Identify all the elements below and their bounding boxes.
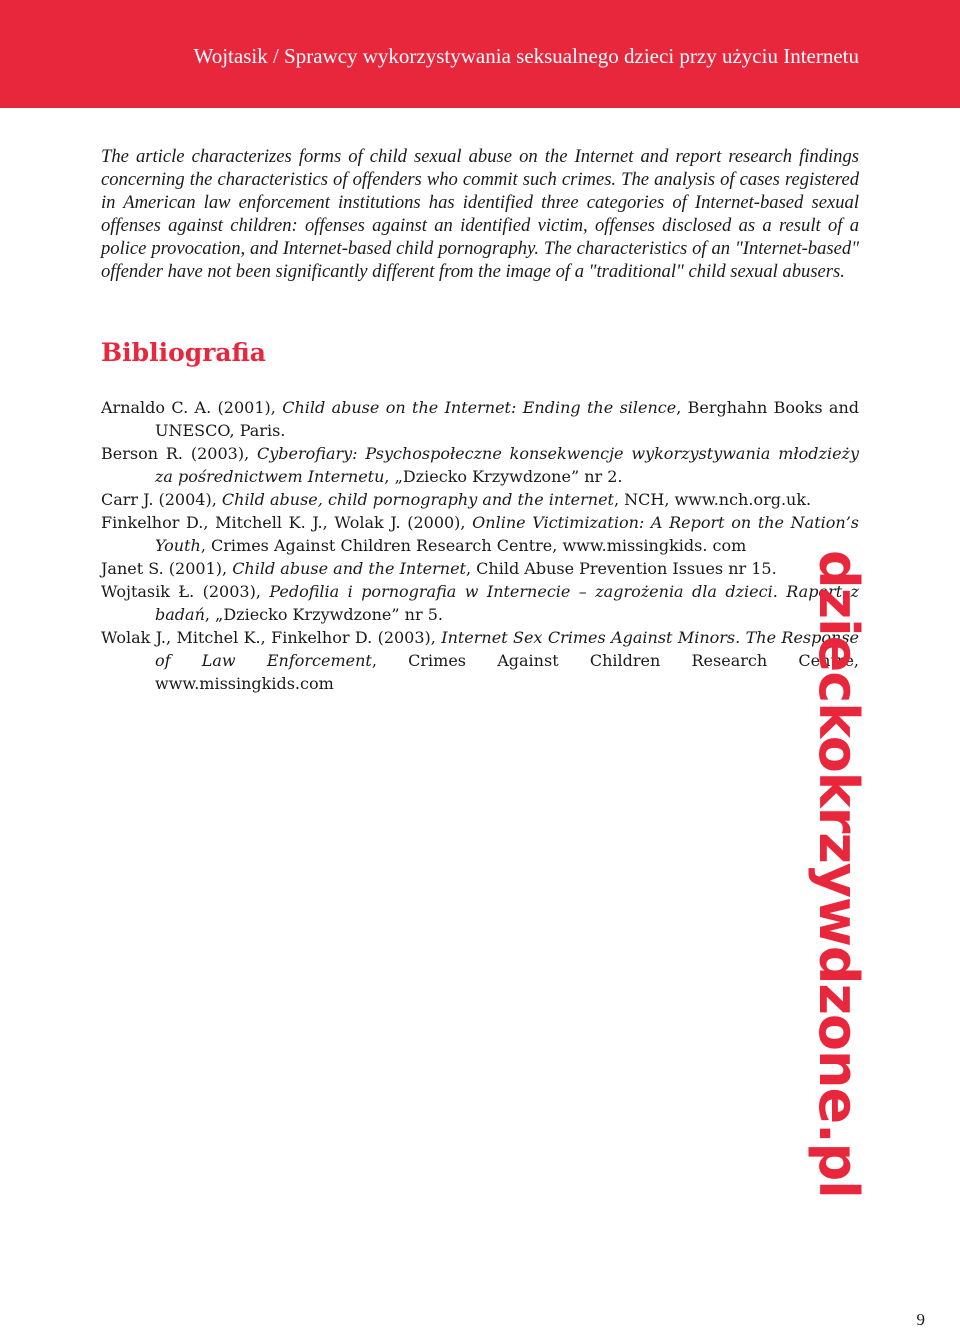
bibliography-entry: Berson R. (2003), Cyberofiary: Psychospołeczne konsekwencje wykorzystywania młodzieży za pośrednictwem Internetu, „Dziecko Krzywdzone” nr 2. bbox=[101, 444, 859, 486]
bibliography-heading: Bibliografia bbox=[101, 338, 267, 367]
page-number: 9 bbox=[916, 1310, 925, 1329]
abstract-paragraph: The article characterizes forms of child sexual abuse on the Internet and report research findings concerning the characteristics of offenders who commit such crimes. The analysis of cases registered in American law enforcement institutions has identified three categories of Internet-based sexual offenses against children: offenses against an identified victim, offenses disclosed as a result of a police provocation, and Internet-based child pornography. The characteristics of an "Internet-based" offender have not been significantly different from the image of a "traditional" child sexual abusers. bbox=[101, 146, 859, 282]
bibliography-entry: Wojtasik Ł. (2003), Pedofilia i pornografia w Internecie – zagrożenia dla dzieci. Raport z badań, „Dziecko Krzywdzone” nr 5. bbox=[101, 582, 860, 624]
watermark: dzieckokrzywdzone.pl bbox=[807, 550, 870, 1198]
header-band bbox=[0, 0, 960, 108]
bibliography-entry: Wolak J., Mitchel K., Finkelhor D. (2003), Internet Sex Crimes Against Minors. The Response of Law Enforcement, Crimes Against Children Research Centre, www.missingkids.com bbox=[101, 628, 860, 693]
running-title: Wojtasik / Sprawcy wykorzystywania seksualnego dzieci przy użyciu Internetu bbox=[193, 44, 859, 68]
bibliography-entry: Carr J. (2004), Child abuse, child pornography and the internet, NCH, www.nch.org.uk. bbox=[101, 490, 812, 509]
bibliography-entry: Janet S. (2001), Child abuse and the Internet, Child Abuse Prevention Issues nr 15. bbox=[101, 559, 777, 578]
bibliography-entry: Arnaldo C. A. (2001), Child abuse on the Internet: Ending the silence, Berghahn Books and UNESCO, Paris. bbox=[101, 398, 859, 440]
bibliography-list bbox=[101, 396, 859, 695]
bibliography-entry: Finkelhor D., Mitchell K. J., Wolak J. (2000), Online Victimization: A Report on the Nation’s Youth, Crimes Against Children Research Centre, www.missingkids. com bbox=[101, 513, 859, 555]
